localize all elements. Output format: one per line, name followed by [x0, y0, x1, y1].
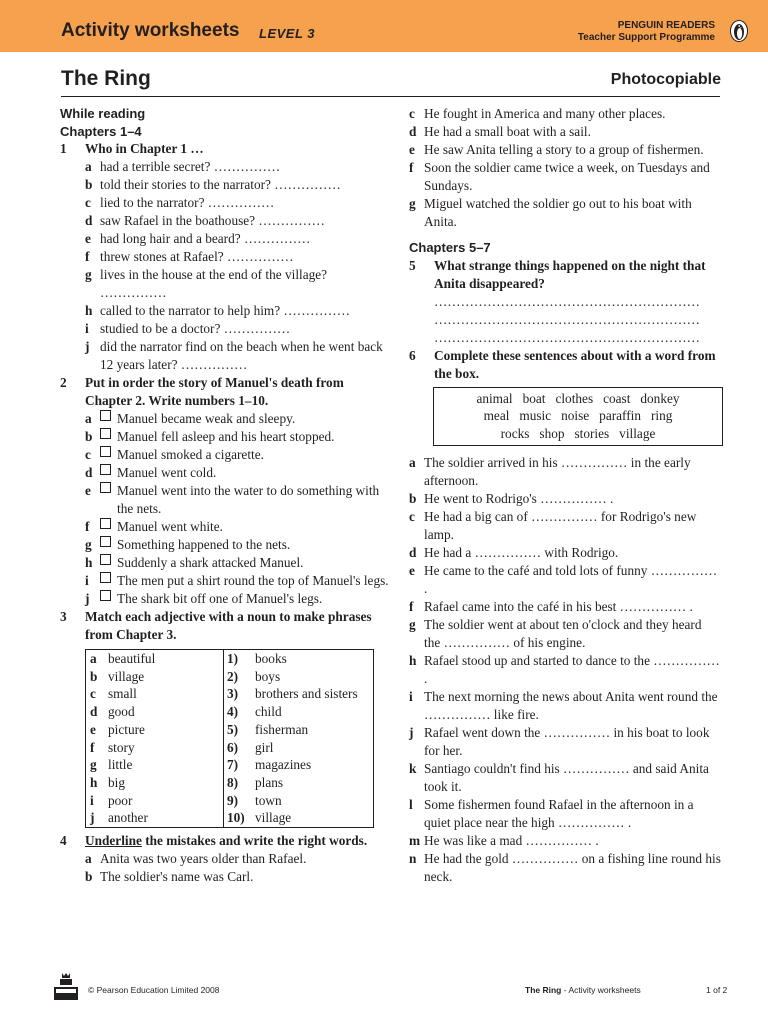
item-text: Rafael came into the café in his best …………… . — [424, 599, 693, 615]
list-item — [60, 194, 390, 212]
item-text: Soon the soldier came twice a week, on Tuesdays and Sundays. — [424, 160, 710, 193]
item-text-content: Manuel fell asleep and his heart stopped. — [117, 429, 335, 444]
list-item — [60, 446, 390, 464]
left-column — [60, 105, 390, 886]
footer-book-title — [525, 985, 641, 995]
item-letter: f — [409, 160, 414, 175]
item-letter: f — [85, 519, 90, 534]
item-letter: c — [85, 195, 91, 210]
item-text: He came to the café and told lots of funny …………… . — [424, 563, 718, 597]
item-letter: a — [85, 411, 92, 426]
underline-word: Underline — [85, 833, 142, 849]
row-letter: i — [90, 792, 94, 808]
item-text: Some fishermen found Rafael in the afternoon in a quiet place near the high …………… . — [424, 797, 694, 831]
item-letter: c — [85, 447, 91, 462]
item-letter: f — [85, 249, 90, 264]
item-letter: e — [409, 142, 415, 157]
item-letter: d — [85, 213, 93, 228]
item-text-content: Manuel went cold. — [117, 465, 217, 480]
footer-book-suffix: - Activity worksheets — [561, 985, 641, 995]
table-row — [86, 756, 374, 774]
table-row — [86, 809, 374, 827]
item-text: He went to Rodrigo's …………… . — [424, 491, 614, 507]
row-number: 5) — [227, 721, 239, 737]
pearson-logo-icon — [53, 971, 79, 1001]
list-item — [60, 176, 390, 194]
publisher-label — [578, 20, 715, 44]
item-letter: j — [409, 725, 414, 741]
item-letter: i — [409, 689, 413, 705]
item-letter: g — [409, 617, 416, 633]
question-4-items-continued — [384, 105, 721, 231]
list-item — [60, 482, 390, 518]
noun-cell: magazines — [255, 757, 312, 773]
section-heading: While reading — [60, 106, 146, 121]
item-text: did the narrator find on the beach when he went back 12 years later? …………… — [100, 339, 383, 372]
list-item — [60, 320, 390, 338]
item-letter: k — [409, 761, 417, 777]
noun-cell: boys — [255, 668, 281, 684]
item-text: had a terrible secret? …………… — [100, 159, 281, 174]
item-text: Santiago couldn't find his …………… and said Anita took it. — [424, 761, 709, 795]
noun-cell: town — [255, 792, 282, 808]
item-text-content: Manuel smoked a cigarette. — [117, 447, 264, 462]
level-label: LEVEL 3 — [259, 26, 316, 41]
word-box-line: animal boat clothes coast donkey — [476, 390, 680, 406]
item-text — [100, 410, 390, 428]
row-number: 2) — [227, 668, 239, 684]
right-column — [409, 105, 721, 886]
question-number: 3 — [60, 609, 67, 624]
item-letter: b — [85, 869, 93, 885]
answer-line[interactable]: …………………………………………………… — [434, 293, 700, 309]
question-number: 4 — [60, 833, 67, 849]
item-text: He had a …………… with Rodrigo. — [424, 545, 619, 561]
list-item — [384, 159, 721, 195]
row-number: 7) — [227, 757, 239, 773]
adjective-cell: another — [105, 809, 224, 827]
copyright-text: © Pearson Education Limited 2008 — [88, 985, 220, 995]
item-text — [100, 464, 390, 482]
item-letter: i — [85, 573, 89, 588]
row-letter: d — [90, 704, 98, 720]
item-letter: i — [85, 321, 89, 336]
question-number: 2 — [60, 375, 67, 390]
order-number-box[interactable] — [100, 554, 111, 565]
question-6 — [409, 347, 721, 383]
table-row — [86, 774, 374, 792]
order-number-box[interactable] — [100, 572, 111, 583]
item-text: Rafael went down the …………… in his boat to look for her. — [424, 725, 710, 759]
table-row — [86, 650, 374, 668]
list-item — [384, 544, 721, 562]
item-letter: h — [409, 653, 417, 669]
item-text-content: Something happened to the nets. — [117, 537, 291, 552]
list-item — [60, 590, 390, 608]
item-letter: d — [85, 465, 93, 480]
list-item — [384, 105, 721, 123]
item-letter: h — [85, 555, 93, 570]
worksheet-title: Activity worksheets — [61, 20, 240, 41]
item-letter: g — [85, 267, 92, 282]
item-letter: m — [409, 833, 421, 849]
list-item — [384, 598, 721, 616]
page-title: The Ring — [61, 67, 151, 90]
row-number: 6) — [227, 739, 239, 755]
item-letter: j — [85, 591, 90, 606]
list-item — [60, 158, 390, 176]
adjective-cell: good — [105, 703, 224, 721]
adjective-cell: story — [105, 739, 224, 757]
order-number-box[interactable] — [100, 518, 111, 529]
item-letter: e — [85, 483, 91, 498]
item-text — [100, 518, 390, 536]
adjective-cell: picture — [105, 721, 224, 739]
question-4 — [60, 832, 390, 850]
adjective-cell: big — [105, 774, 224, 792]
item-text — [100, 482, 390, 518]
item-text: He had a big can of …………… for Rodrigo's new lamp. — [424, 509, 697, 543]
row-letter: c — [90, 686, 96, 702]
item-text: threw stones at Rafael? …………… — [100, 249, 294, 264]
photocopiable-label: Photocopiable — [610, 71, 721, 88]
question-1-items — [60, 158, 390, 374]
adjective-cell: beautiful — [105, 650, 224, 668]
row-number: 4) — [227, 704, 239, 720]
penguin-logo-icon — [730, 20, 748, 42]
question-text: Who in Chapter 1 … — [85, 141, 204, 156]
answer-line[interactable]: …………………………………………………… — [434, 311, 700, 327]
item-text: He had the gold …………… on a fishing line round his neck. — [424, 851, 721, 885]
answer-line[interactable]: …………………………………………………… — [434, 329, 700, 345]
item-letter: g — [85, 537, 92, 552]
item-letter: h — [85, 303, 93, 318]
adjective-cell: small — [105, 685, 224, 703]
order-number-box[interactable] — [100, 590, 111, 601]
answer-lines — [409, 293, 721, 347]
publisher-line-1: PENGUIN READERS — [617, 20, 715, 31]
item-text — [100, 554, 390, 572]
question-6-items — [384, 454, 721, 886]
list-item — [60, 410, 390, 428]
item-text: The soldier's name was Carl. — [100, 869, 254, 885]
list-item — [384, 850, 721, 886]
list-item — [60, 572, 390, 590]
list-item — [60, 248, 390, 266]
row-letter: f — [90, 739, 95, 755]
item-letter: l — [409, 797, 413, 813]
list-item — [384, 688, 721, 724]
list-item — [60, 428, 390, 446]
list-item — [384, 490, 721, 508]
question-number: 1 — [60, 141, 67, 156]
question-2-items — [60, 410, 390, 608]
item-text: He saw Anita telling a story to a group of fishermen. — [424, 142, 704, 157]
publisher-line-2: Teacher Support Programme — [577, 32, 715, 43]
order-number-box[interactable] — [100, 410, 111, 421]
list-item — [60, 518, 390, 536]
list-item — [384, 195, 721, 231]
item-letter: e — [409, 563, 415, 579]
list-item — [60, 338, 390, 374]
item-text: told their stories to the narrator? …………… — [100, 177, 341, 192]
adjective-cell: village — [105, 668, 224, 686]
order-number-box[interactable] — [100, 464, 111, 475]
item-text: lives in the house at the end of the village? …………… — [100, 267, 328, 300]
item-text-content: Manuel went into the water to do something with the nets. — [117, 483, 380, 516]
noun-cell: plans — [255, 774, 284, 790]
item-letter: a — [85, 851, 92, 867]
table-row — [86, 685, 374, 703]
row-number: 10) — [227, 810, 245, 826]
item-letter: g — [409, 196, 416, 211]
item-text-content: Manuel became weak and sleepy. — [117, 411, 296, 426]
item-text: lied to the narrator? …………… — [100, 195, 275, 210]
item-text: had long hair and a beard? …………… — [100, 231, 311, 246]
order-number-box[interactable] — [100, 446, 111, 457]
item-letter: d — [409, 545, 417, 561]
row-letter: e — [90, 721, 96, 737]
noun-cell: child — [255, 704, 282, 720]
item-text: saw Rafael in the boathouse? …………… — [100, 213, 325, 228]
question-4-items — [60, 850, 390, 886]
item-text — [100, 428, 390, 446]
question-3 — [60, 608, 390, 644]
list-item — [60, 536, 390, 554]
row-letter: j — [90, 810, 95, 826]
list-item — [60, 212, 390, 230]
chapters-heading: Chapters 1–4 — [60, 123, 142, 139]
question-number: 5 — [409, 257, 416, 273]
question-text: What strange things happened on the night that Anita disappeared? — [434, 257, 706, 291]
item-text-content: The men put a shirt round the top of Manuel's legs. — [117, 573, 389, 588]
question-text: Put in order the story of Manuel's death from Chapter 2. Write numbers 1–10. — [85, 375, 344, 408]
item-text-content: Manuel went white. — [117, 519, 223, 534]
list-item — [384, 760, 721, 796]
item-letter: a — [85, 159, 92, 174]
row-number: 3) — [227, 686, 239, 702]
footer-book-name: The Ring — [525, 985, 562, 995]
noun-cell: fisherman — [255, 721, 309, 737]
list-item — [384, 652, 721, 688]
row-letter: h — [90, 774, 98, 790]
list-item — [60, 850, 390, 868]
item-text: called to the narrator to help him? …………… — [100, 303, 350, 318]
list-item — [384, 796, 721, 832]
item-text: studied to be a doctor? …………… — [100, 321, 291, 336]
list-item — [384, 123, 721, 141]
table-row — [86, 739, 374, 757]
order-number-box[interactable] — [100, 428, 111, 439]
item-letter: b — [85, 429, 93, 444]
item-text: He was like a mad …………… . — [424, 833, 599, 849]
list-item — [60, 554, 390, 572]
list-item — [384, 562, 721, 598]
item-text: Rafael stood up and started to dance to the …………… . — [424, 653, 720, 687]
item-text: Miguel watched the soldier go out to his boat with Anita. — [424, 196, 692, 229]
item-text — [100, 446, 390, 464]
item-letter: f — [409, 599, 414, 615]
item-text-content: Suddenly a shark attacked Manuel. — [117, 555, 304, 570]
row-letter: g — [90, 757, 97, 773]
table-row — [86, 721, 374, 739]
row-letter: a — [90, 651, 97, 666]
question-1 — [60, 140, 390, 158]
noun-cell: brothers and sisters — [255, 686, 358, 702]
question-2 — [60, 374, 390, 410]
list-item — [60, 266, 390, 302]
item-letter: a — [409, 455, 416, 471]
list-item — [60, 230, 390, 248]
row-number: 9) — [227, 792, 239, 808]
noun-cell: books — [255, 651, 287, 666]
page-number: 1 of 2 — [706, 985, 728, 995]
question-5 — [409, 257, 721, 293]
item-text: He fought in America and many other places. — [424, 106, 666, 121]
noun-cell: girl — [255, 739, 274, 755]
noun-cell: village — [255, 810, 292, 826]
item-letter: c — [409, 509, 415, 525]
item-text: The next morning the news about Anita went round the …………… like fire. — [424, 689, 718, 723]
item-text: The soldier arrived in his …………… in the early afternoon. — [424, 455, 691, 489]
row-number: 1) — [227, 651, 239, 666]
list-item — [60, 464, 390, 482]
row-letter: b — [90, 668, 98, 684]
list-item — [384, 454, 721, 490]
list-item — [384, 508, 721, 544]
question-text: Match each adjective with a noun to make phrases from Chapter 3. — [85, 609, 372, 642]
item-letter: n — [409, 851, 417, 867]
question-number: 6 — [409, 347, 416, 363]
word-box-line: rocks shop stories village — [500, 425, 656, 441]
list-item — [60, 868, 390, 886]
table-row — [86, 703, 374, 721]
question-text — [85, 832, 390, 850]
item-letter: c — [409, 106, 415, 121]
item-letter: b — [409, 491, 417, 507]
item-letter: j — [85, 339, 90, 354]
row-number: 8) — [227, 774, 239, 790]
question-text: Complete these sentences about with a word from the box. — [434, 347, 716, 381]
question-text-rest: the mistakes and write the right words. — [141, 833, 368, 849]
item-text: He had a small boat with a sail. — [424, 124, 591, 139]
list-item — [384, 616, 721, 652]
title-divider — [61, 96, 720, 97]
list-item — [384, 724, 721, 760]
item-letter: b — [85, 177, 93, 192]
item-letter: e — [85, 231, 91, 246]
order-number-box[interactable] — [100, 536, 111, 547]
list-item — [60, 302, 390, 320]
matching-table — [85, 649, 374, 828]
item-text: The soldier went at about ten o'clock and they heard the …………… of his engine. — [424, 617, 702, 651]
list-item — [384, 141, 721, 159]
order-number-box[interactable] — [100, 482, 111, 493]
chapters-heading: Chapters 5–7 — [409, 240, 491, 255]
item-text-content: The shark bit off one of Manuel's legs. — [117, 591, 323, 606]
item-text — [100, 536, 390, 554]
item-letter: d — [409, 124, 417, 139]
table-row — [86, 668, 374, 686]
word-box — [433, 387, 723, 447]
item-text: Anita was two years older than Rafael. — [100, 851, 307, 867]
word-box-line: meal music noise paraffin ring — [483, 408, 673, 424]
table-row — [86, 792, 374, 810]
adjective-cell: little — [105, 756, 224, 774]
adjective-cell: poor — [105, 792, 224, 810]
list-item — [384, 832, 721, 850]
item-text — [100, 572, 390, 590]
item-text — [100, 590, 390, 608]
